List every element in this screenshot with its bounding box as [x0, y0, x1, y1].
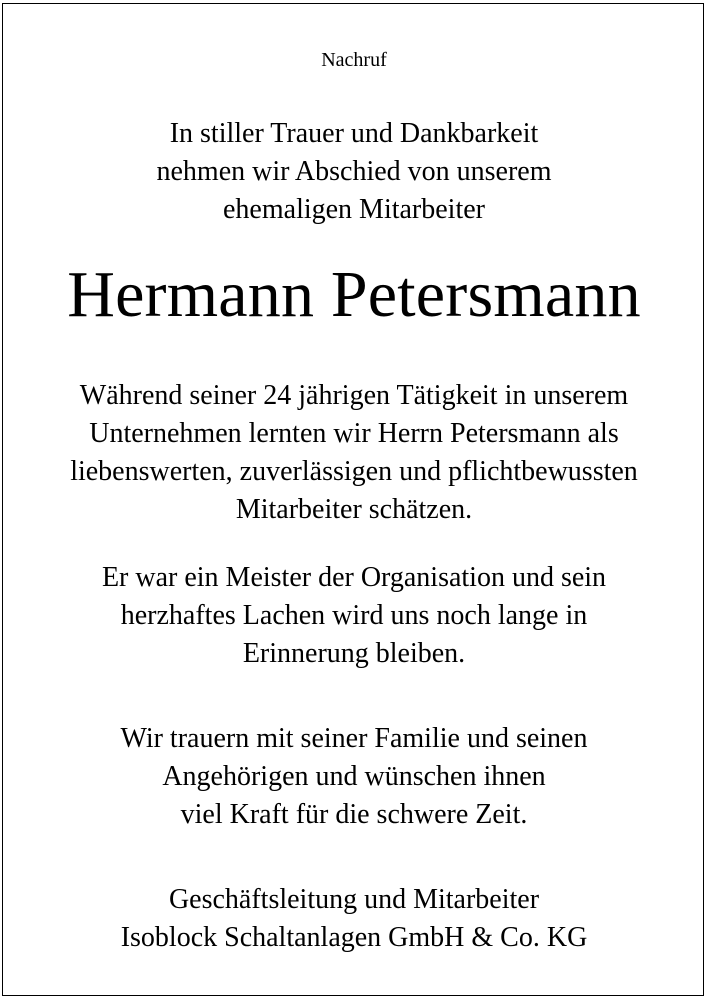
condolence-paragraph [0, 720, 708, 834]
paragraph-line: liebenswerten, zuverlässigen und pflichtbewussten [70, 456, 638, 487]
paragraph-line: Er war ein Meister der Organisation und sein [101, 562, 607, 593]
paragraph-line: Angehörigen und wünschen ihnen [162, 761, 546, 792]
signature-block [0, 881, 708, 957]
paragraph-line: herzhaftes Lachen wird uns noch lange in [120, 600, 588, 631]
paragraph-line: viel Kraft für die schwere Zeit. [180, 799, 528, 830]
paragraph-line: Wir trauern mit seiner Familie und seinen [120, 723, 588, 754]
intro-text [0, 115, 708, 229]
tribute-paragraph-2 [0, 559, 708, 673]
intro-line: nehmen wir Abschied von unserem [156, 156, 552, 187]
company-name: Isoblock Schaltanlagen GmbH & Co. KG [120, 922, 588, 953]
notice-heading: Nachruf [321, 49, 387, 71]
paragraph-line: Während seiner 24 jährigen Tätigkeit in unserem [79, 380, 629, 411]
tribute-paragraph-1 [0, 377, 708, 529]
paragraph-line: Unternehmen lernten wir Herrn Petersmann als [89, 418, 619, 449]
deceased-name: Hermann Petersmann [67, 258, 641, 331]
paragraph-line: Mitarbeiter schätzen. [235, 494, 473, 525]
signature-line: Geschäftsleitung und Mitarbeiter [168, 884, 540, 915]
intro-line: ehemaligen Mitarbeiter [223, 194, 485, 225]
paragraph-line: Erinnerung bleiben. [242, 638, 466, 669]
intro-line: In stiller Trauer und Dankbarkeit [169, 118, 539, 149]
